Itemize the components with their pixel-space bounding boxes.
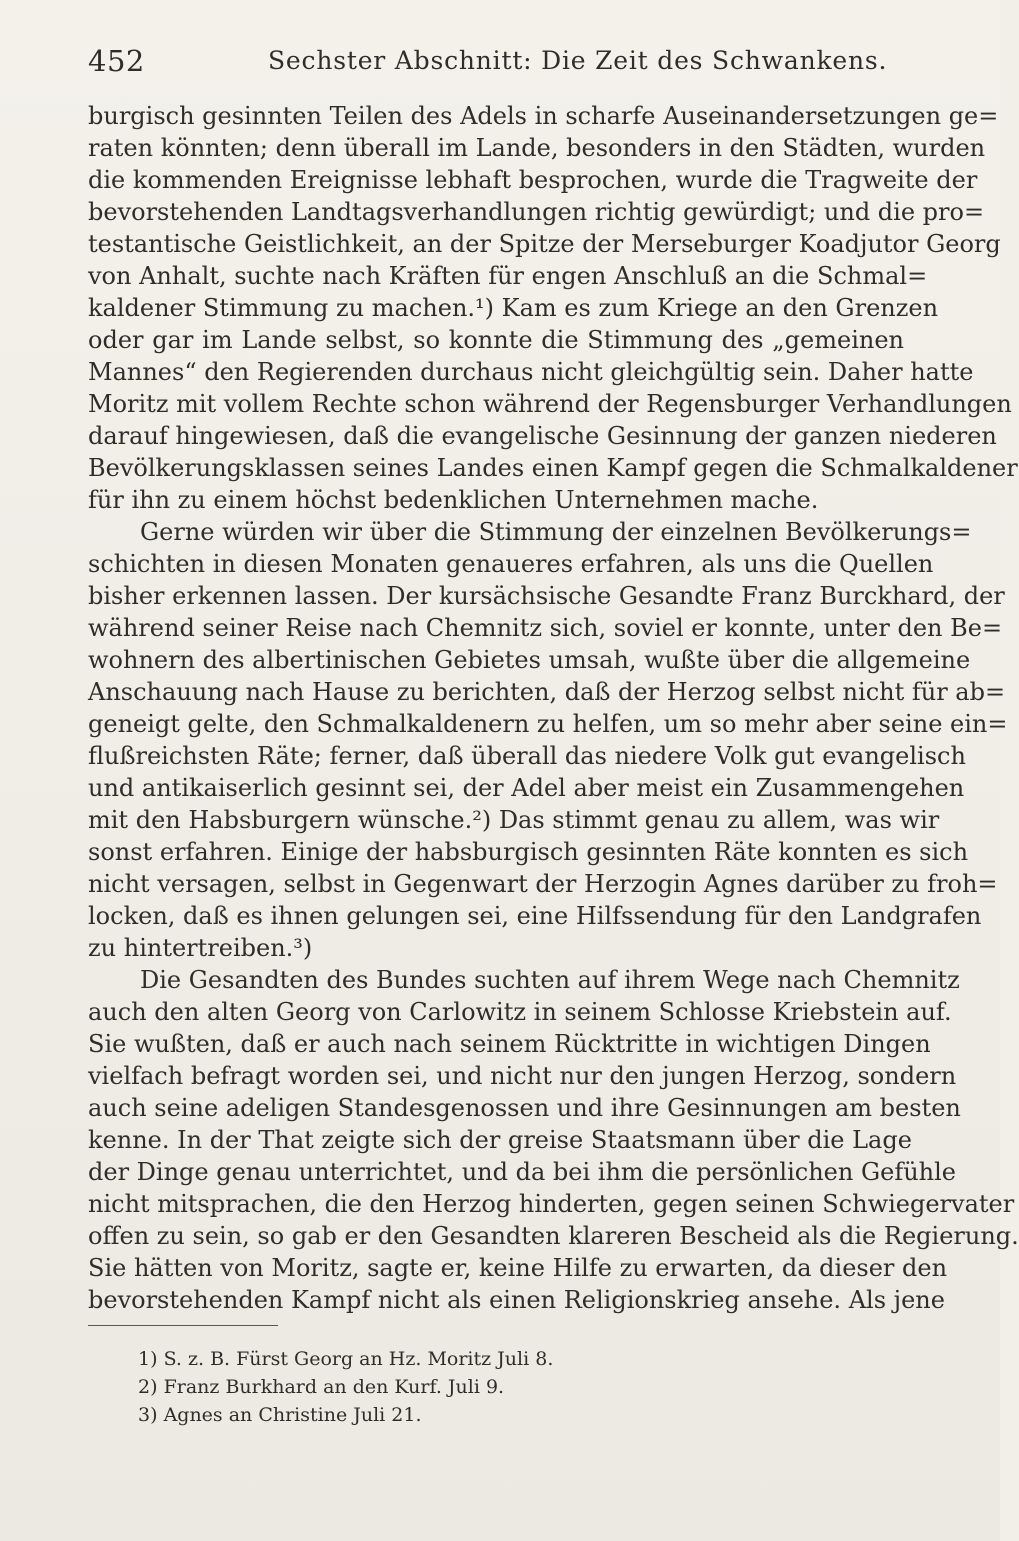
text-line: oder gar im Lande selbst, so konnte die Stimmung des „gemeinen: [88, 326, 904, 354]
text-line: flußreichsten Räte; ferner, daß überall das niedere Volk gut evangelisch: [88, 742, 966, 770]
text-line: der Dinge genau unterrichtet, und da bei ihm die persönlichen Gefühle: [88, 1158, 957, 1186]
footnote-marker: 1): [138, 1348, 158, 1370]
footnotes: [138, 1345, 758, 1429]
text-line: Moritz mit vollem Rechte schon während der Regensburger Verhandlungen: [88, 390, 1012, 418]
text-line: für ihn zu einem höchst bedenklichen Unternehmen mache.: [88, 486, 819, 514]
text-line: vielfach befragt worden sei, und nicht nur den jungen Herzog, sondern: [88, 1062, 957, 1090]
text-line: raten könnten; denn überall im Lande, besonders in den Städten, wurden: [88, 134, 986, 162]
text-line: Mannes“ den Regierenden durchaus nicht gleichgültig sein. Daher hatte: [88, 358, 974, 386]
text-line: wohnern des albertinischen Gebietes umsah, wußte über die allgemeine: [88, 646, 971, 674]
text-line: geneigt gelte, den Schmalkaldenern zu helfen, um so mehr aber seine ein=: [88, 710, 1008, 738]
text-line: die kommenden Ereignisse lebhaft besprochen, wurde die Tragweite der: [88, 166, 978, 194]
text-line: bevorstehenden Kampf nicht als einen Religionskrieg ansehe. Als jene: [88, 1286, 945, 1314]
footnote-text: Agnes an Christine Juli 21.: [163, 1404, 422, 1426]
body-text: [88, 100, 1019, 1316]
text-line: mit den Habsburgern wünsche.²) Das stimmt genau zu allem, was wir: [88, 806, 940, 834]
text-line: und antikaiserlich gesinnt sei, der Adel aber meist ein Zusammengehen: [88, 774, 965, 802]
page-number: 452: [88, 44, 145, 78]
footnote-marker: 3): [138, 1404, 158, 1426]
text-line: schichten in diesen Monaten genaueres erfahren, als uns die Quellen: [88, 550, 934, 578]
text-line: auch seine adeligen Standesgenossen und ihre Gesinnungen am besten: [88, 1094, 961, 1122]
footnote-marker: 2): [138, 1376, 158, 1398]
text-line: darauf hingewiesen, daß die evangelische Gesinnung der ganzen niederen: [88, 422, 997, 450]
text-line: Sie wußten, daß er auch nach seinem Rücktritte in wichtigen Dingen: [88, 1030, 931, 1058]
text-line: nicht mitsprachen, die den Herzog hinderten, gegen seinen Schwiegervater: [88, 1190, 1015, 1218]
text-line: burgisch gesinnten Teilen des Adels in scharfe Auseinandersetzungen ge=: [88, 102, 999, 130]
text-line: testantische Geistlichkeit, an der Spitze der Merseburger Koadjutor Georg: [88, 230, 1001, 258]
footnote-1: [138, 1345, 758, 1373]
text-line: kaldener Stimmung zu machen.¹) Kam es zum Kriege an den Grenzen: [88, 294, 939, 322]
footnote-text: Franz Burkhard an den Kurf. Juli 9.: [163, 1376, 505, 1398]
text-line: nicht versagen, selbst in Gegenwart der Herzogin Agnes darüber zu froh=: [88, 870, 998, 898]
text-line: Anschauung nach Hause zu berichten, daß der Herzog selbst nicht für ab=: [88, 678, 1006, 706]
text-line: Bevölkerungsklassen seines Landes einen Kampf gegen die Schmalkaldener: [88, 454, 1018, 482]
footnote-divider: [88, 1325, 278, 1326]
footnote-3: [138, 1401, 758, 1429]
text-line: Sie hätten von Moritz, sagte er, keine Hilfe zu erwarten, da dieser den: [88, 1254, 948, 1282]
footnote-2: [138, 1373, 758, 1401]
page-header: [88, 38, 908, 82]
text-line: offen zu sein, so gab er den Gesandten klareren Bescheid als die Regierung.: [88, 1222, 1019, 1250]
footnote-text: S. z. B. Fürst Georg an Hz. Moritz Juli 8.: [163, 1348, 554, 1370]
text-line: bevorstehenden Landtagsverhandlungen richtig gewürdigt; und die pro=: [88, 198, 985, 226]
paragraph-start-line: Die Gesandten des Bundes suchten auf ihrem Wege nach Chemnitz: [140, 966, 960, 994]
text-line: während seiner Reise nach Chemnitz sich, soviel er konnte, unter den Be=: [88, 614, 1003, 642]
text-line: kenne. In der That zeigte sich der greise Staatsmann über die Lage: [88, 1126, 912, 1154]
text-line: von Anhalt, suchte nach Kräften für engen Anschluß an die Schmal=: [88, 262, 928, 290]
running-head: Sechster Abschnitt: Die Zeit des Schwankens.: [268, 46, 888, 75]
text-line: bisher erkennen lassen. Der kursächsische Gesandte Franz Burckhard, der: [88, 582, 1005, 610]
paragraph-start-line: Gerne würden wir über die Stimmung der einzelnen Bevölkerungs=: [140, 518, 972, 546]
text-line: sonst erfahren. Einige der habsburgisch gesinnten Räte konnten es sich: [88, 838, 969, 866]
text-line: zu hintertreiben.³): [88, 934, 313, 962]
text-line: auch den alten Georg von Carlowitz in seinem Schlosse Kriebstein auf.: [88, 998, 952, 1026]
text-line: locken, daß es ihnen gelungen sei, eine Hilfssendung für den Landgrafen: [88, 902, 982, 930]
